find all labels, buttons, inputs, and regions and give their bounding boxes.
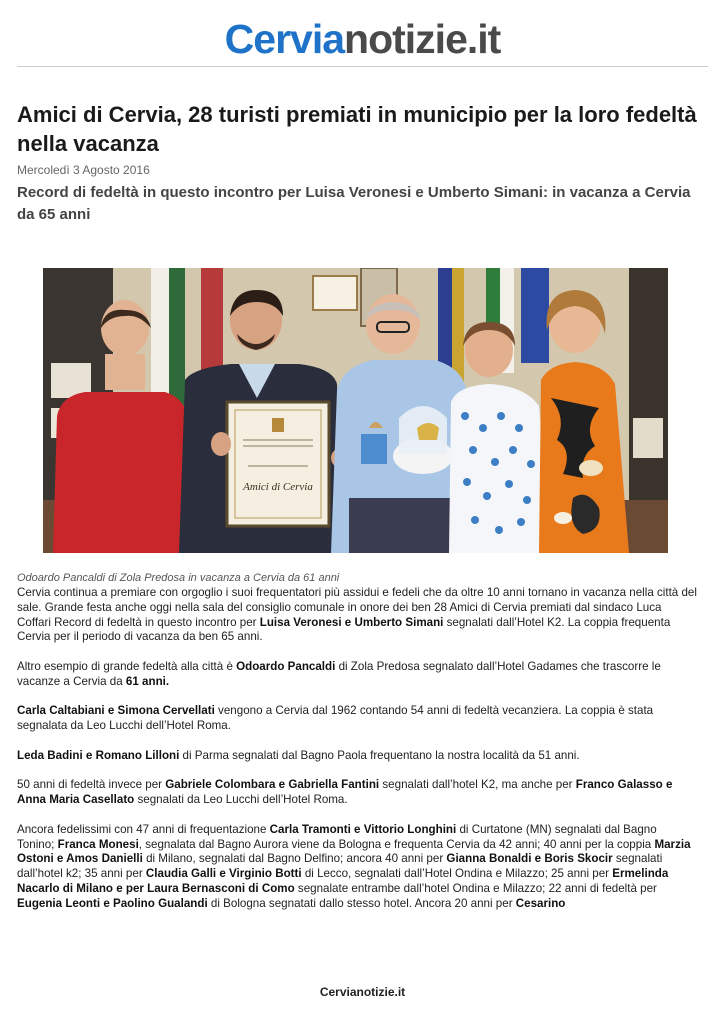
text-run: segnalati da Leo Lucchi dell’Hotel Roma. xyxy=(134,793,348,807)
bold-text: Gianna Bonaldi e Boris Skocir xyxy=(446,852,613,866)
text-run: di Lecco, segnalati dall’Hotel Ondina e Milazzo; 25 anni per xyxy=(301,867,613,881)
bold-text: Carla Caltabiani e Simona Cervellati xyxy=(17,704,215,718)
bold-text: Cesarino xyxy=(515,896,566,910)
bold-text: Franco Galasso e Anna Maria Casellato xyxy=(17,778,673,807)
article-paragraph xyxy=(17,586,697,645)
article-headline: Amici di Cervia, 28 turisti premiati in municipio per la loro fedeltà nella vacanza xyxy=(17,102,697,156)
text-run: segnalati dall’Hotel K2. La coppia frequenta Cervia per il periodo di vacanza da ben 65 anni. xyxy=(17,615,671,644)
photo-caption: Odoardo Pancaldi di Zola Predosa in vacanza a Cervia da 61 anni xyxy=(17,572,340,584)
article-date: Mercoledì 3 Agosto 2016 xyxy=(17,163,150,177)
article-paragraph xyxy=(17,660,697,690)
bold-text: Marzia Ostoni e Amos Danielli xyxy=(17,837,691,866)
bold-text: Claudia Galli e Virginio Botti xyxy=(145,867,302,881)
bold-text: Eugenia Leonti e Paolino Gualandi xyxy=(17,896,208,910)
text-run: Cervia continua a premiare con orgoglio i suoi frequentatori più assidui e fedeli che da oltre 10 anni tornano in vacanza nella città del sale. Grande festa anche oggi nella sala del consiglio comunale in onore dei ben 28 Amici di Cervia premiati dal sindaco Luca Coffari Record di fedeltà in questo incontro per xyxy=(17,586,697,629)
site-logo-part1: Cervia xyxy=(224,16,345,62)
bold-text: Ermelinda Nacarlo di Milano e per Laura Bernasconi di Como xyxy=(17,867,669,895)
text-run: segnalate entrambe dall’hotel Ondina e Milazzo; 22 anni di fedeltà per xyxy=(294,881,657,895)
header-divider xyxy=(17,66,708,67)
bold-text: Odoardo Pancaldi xyxy=(236,659,336,673)
text-run: , segnalata dal Bagno Aurora viene da Bologna e frequenta Cervia da 42 anni; 40 anni per la coppia xyxy=(138,837,655,851)
text-run: vengono a Cervia dal 1962 contando 54 anni di fedeltà vecanziera. La coppia è stata segnalata da Leo Lucchi dell’Hotel Roma. xyxy=(17,704,654,733)
bold-text: 61 anni. xyxy=(125,674,170,688)
article-subtitle: Record di fedeltà in questo incontro per Luisa Veronesi e Umberto Simani: in vacanza a Cervia da 65 anni xyxy=(17,184,691,223)
text-run: segnalati dall’hotel k2; 35 anni per xyxy=(17,852,663,881)
article-photo xyxy=(43,268,668,553)
text-run: di Zola Predosa segnalato dall’Hotel Gadames che trascorre le vacanze a Cervia da xyxy=(17,659,661,688)
bold-text: Franca Monesi xyxy=(57,837,139,851)
site-logo-part2: notizie.it xyxy=(344,16,501,62)
article-body xyxy=(17,586,697,926)
certificate-title: Amici di Cervia xyxy=(243,481,313,493)
text-run: Altro esempio di grande fedeltà alla città è xyxy=(17,659,237,673)
bold-text: Leda Badini e Romano Lilloni xyxy=(17,748,180,762)
text-run: di Milano, segnalati dal Bagno Delfino; ancora 40 anni per xyxy=(142,852,447,866)
text-run: 50 anni di fedeltà invece per xyxy=(17,778,166,792)
article-paragraph xyxy=(17,749,697,764)
article-paragraph xyxy=(17,704,697,734)
article-paragraph xyxy=(17,823,697,912)
text-run: di Parma segnalati dal Bagno Paola frequentano la nostra località da 51 anni. xyxy=(179,748,580,762)
bold-text: Carla Tramonti e Vittorio Longhini xyxy=(269,822,457,836)
article-paragraph xyxy=(17,778,697,808)
text-run: Ancora fedelissimi con 47 anni di frequentazione xyxy=(17,822,270,836)
text-run: di Curtatone (MN) segnalati dal Bagno Tonino; xyxy=(17,822,657,851)
text-run: segnalati dall’hotel K2, ma anche per xyxy=(379,778,576,792)
site-footer: Cervianotizie.it xyxy=(319,985,406,999)
site-logo[interactable] xyxy=(0,14,725,64)
text-run: di Bologna segnatati dallo stesso hotel. Ancora 20 anni per xyxy=(207,896,516,910)
bold-text: Gabriele Colombara e Gabriella Fantini xyxy=(165,778,380,792)
bold-text: Luisa Veronesi e Umberto Simani xyxy=(259,615,444,629)
